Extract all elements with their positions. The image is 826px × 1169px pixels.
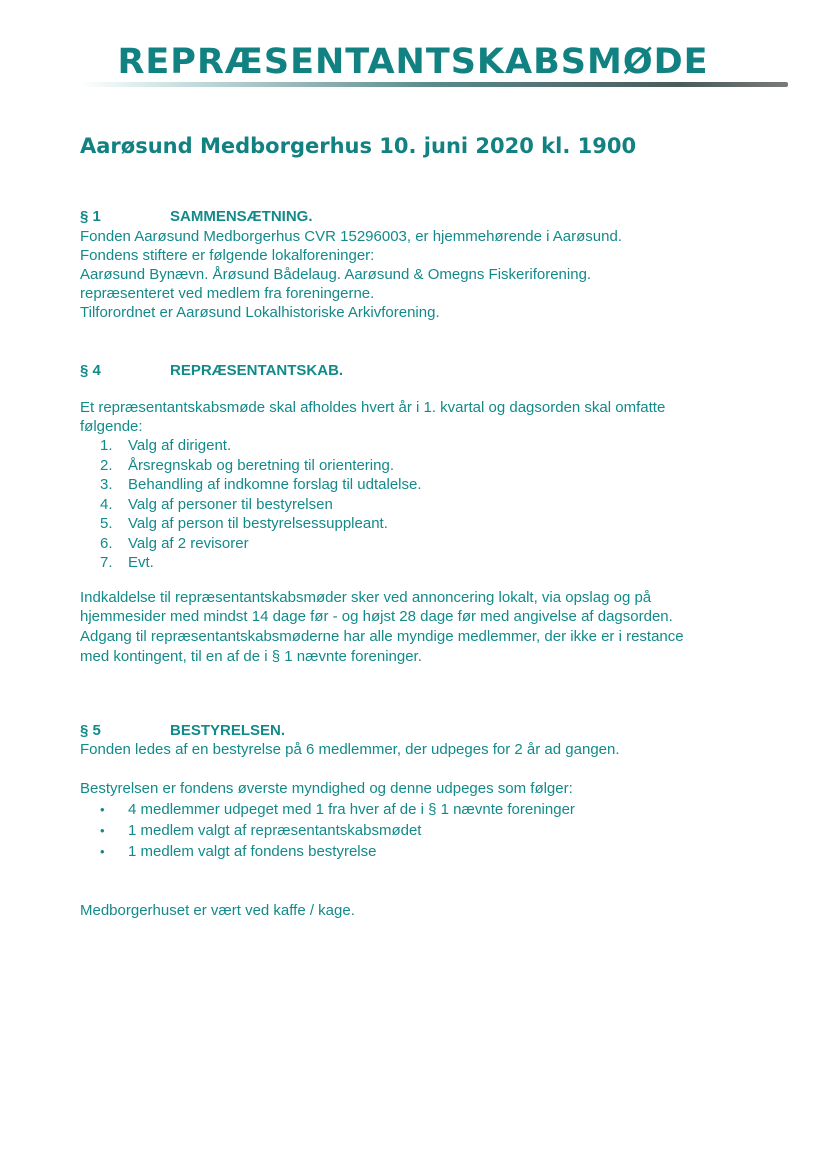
section-1-line: Tilforordnet er Aarøsund Lokalhistoriske Arkivforening. xyxy=(80,304,440,321)
meeting-subtitle: Aarøsund Medborgerhus 10. juni 2020 kl. 1900 xyxy=(80,134,637,158)
agenda-item: 4. Valg af personer til bestyrelsen xyxy=(100,495,333,513)
section-4-outro-line: hjemmesider med mindst 14 dage før - og højst 28 dage før med angivelse af dagsorden. xyxy=(80,608,673,625)
board-composition-list xyxy=(100,799,575,862)
section-1-line: repræsenteret ved medlem fra foreningerne. xyxy=(80,285,375,302)
agenda-list xyxy=(100,436,422,573)
section-4-outro-line: Indkaldelse til repræsentantskabsmøder sker ved annoncering lokalt, via opslag og på xyxy=(80,589,652,606)
bullet-icon: • xyxy=(100,802,105,817)
section-1-heading xyxy=(80,208,313,225)
section-4-outro-line: Adgang til repræsentantskabsmøderne har alle myndige medlemmer, der ikke er i restance xyxy=(80,628,684,645)
document-title: REPRÆSENTANTSKABSMØDE xyxy=(117,42,709,82)
bullet-icon: • xyxy=(100,844,105,859)
title-underline xyxy=(80,82,788,87)
section-5-number: § 5 xyxy=(80,722,101,739)
section-5-title: BESTYRELSEN. xyxy=(170,722,286,739)
bullet-icon: • xyxy=(100,823,105,838)
section-1-line: Aarøsund Bynævn. Årøsund Bådelaug. Aarøsund & Omegns Fiskeriforening. xyxy=(80,266,592,283)
agenda-item: 6. Valg af 2 revisorer xyxy=(100,534,249,552)
section-5-line: Fonden ledes af en bestyrelse på 6 medlemmer, der udpeges for 2 år ad gangen. xyxy=(80,741,620,758)
list-item: • 4 medlemmer udpeget med 1 fra hver af de i § 1 nævnte foreninger xyxy=(100,801,575,818)
agenda-item: 3. Behandling af indkomne forslag til udtalelse. xyxy=(100,476,422,493)
section-4-intro-line: Et repræsentantskabsmøde skal afholdes hvert år i 1. kvartal og dagsorden skal omfatte xyxy=(80,399,666,416)
section-1-number: § 1 xyxy=(80,208,101,225)
section-4-outro-line: med kontingent, til en af de i § 1 nævnte foreninger. xyxy=(80,648,422,665)
section-1-title: SAMMENSÆTNING. xyxy=(170,208,313,225)
section-4-heading xyxy=(80,362,343,379)
agenda-item: 5. Valg af person til bestyrelsessuppleant. xyxy=(100,515,388,532)
closing-note: Medborgerhuset er vært ved kaffe / kage. xyxy=(80,902,355,919)
list-item: • 1 medlem valgt af fondens bestyrelse xyxy=(100,843,377,860)
section-1-line: Fondens stiftere er følgende lokalforeninger: xyxy=(80,247,375,264)
agenda-item: 7. Evt. xyxy=(100,554,154,571)
section-1-line: Fonden Aarøsund Medborgerhus CVR 15296003, er hjemmehørende i Aarøsund. xyxy=(80,228,622,245)
list-item: • 1 medlem valgt af repræsentantskabsmødet xyxy=(100,822,422,839)
section-5-heading xyxy=(80,722,285,739)
agenda-item: 1. Valg af dirigent. xyxy=(100,437,232,454)
section-4-intro-line: følgende: xyxy=(80,418,143,435)
agenda-item: 2. Årsregnskab og beretning til orientering. xyxy=(100,456,394,474)
section-5-line: Bestyrelsen er fondens øverste myndighed og denne udpeges som følger: xyxy=(80,780,573,797)
section-4-title: REPRÆSENTANTSKAB. xyxy=(170,362,344,379)
section-4-number: § 4 xyxy=(80,362,101,379)
